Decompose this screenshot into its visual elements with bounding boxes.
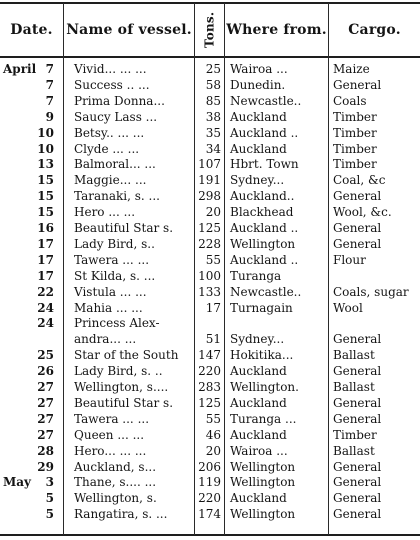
table-row — [0, 253, 420, 268]
date-day: 9 — [45, 109, 54, 124]
table-row — [0, 94, 420, 109]
table-row — [0, 507, 420, 522]
table-row — [0, 301, 420, 316]
origin-port: Auckland.. — [230, 189, 295, 204]
date-day: 24 — [37, 316, 54, 331]
origin-port: Wairoa ... — [230, 62, 288, 76]
vessel-name: Star of the South — [74, 348, 179, 363]
origin-port: Auckland — [230, 109, 287, 124]
cargo-type: Ballast — [333, 443, 375, 458]
cargo-type: General — [333, 507, 382, 522]
origin-port: Sydney... — [230, 332, 285, 347]
origin-port: Wellington — [230, 475, 296, 490]
tonnage: 119 — [198, 475, 221, 490]
cargo-type: General — [333, 236, 382, 251]
tonnage: 174 — [198, 507, 221, 522]
tonnage: 55 — [205, 411, 221, 426]
cargo-type: Maize — [333, 62, 370, 76]
header-cargo: Cargo. — [348, 22, 401, 38]
origin-port: Auckland — [230, 364, 287, 379]
date-day: 10 — [37, 141, 54, 156]
tonnage: 85 — [205, 93, 221, 108]
vessel-name: Balmoral... ... — [74, 157, 156, 172]
date-month: April — [3, 62, 37, 76]
tonnage: 206 — [198, 459, 221, 474]
vessel-name: Beautiful Star s. — [74, 221, 174, 235]
cargo-type: Timber — [333, 109, 377, 124]
date-day: 17 — [37, 268, 54, 283]
date-day: 15 — [37, 173, 54, 188]
origin-port: Auckland — [230, 427, 287, 442]
cargo-type: Coals — [333, 93, 367, 108]
tonnage: 220 — [198, 491, 221, 506]
date-day: 27 — [37, 411, 54, 426]
table-row — [0, 205, 420, 220]
vessel-name: Mahia ... ... — [74, 300, 143, 315]
vessel-name: Hero... ... ... — [74, 443, 147, 458]
tonnage: 125 — [198, 221, 221, 235]
table-row — [0, 396, 420, 411]
tonnage: 55 — [205, 252, 221, 267]
cargo-type: Timber — [333, 157, 377, 172]
tonnage: 191 — [198, 173, 221, 188]
table-row — [0, 126, 420, 141]
origin-port: Wellington — [230, 459, 296, 474]
tonnage: 51 — [205, 332, 221, 347]
header-date: Date. — [10, 22, 53, 38]
tonnage: 20 — [205, 205, 221, 220]
origin-port: Newcastle.. — [230, 93, 302, 108]
origin-port: Turnagain — [230, 300, 293, 315]
table-row — [0, 285, 420, 300]
vessel-name: Hero ... ... — [74, 205, 136, 220]
date-month: May — [3, 475, 32, 490]
vessel-name: Taranaki, s. ... — [74, 189, 160, 204]
vessel-name: Lady Bird, s. .. — [74, 364, 163, 379]
origin-port: Newcastle.. — [230, 284, 302, 299]
tonnage: 107 — [198, 157, 221, 172]
cargo-type: General — [333, 475, 382, 490]
date-day: 7 — [45, 62, 54, 76]
vessel-name: Vivid... ... ... — [74, 62, 147, 76]
table-row — [0, 157, 420, 172]
date-day: 24 — [37, 300, 54, 315]
table-row — [0, 428, 420, 443]
table-row — [0, 332, 420, 347]
table-row — [0, 142, 420, 157]
date-day: 17 — [37, 252, 54, 267]
date-day: 26 — [37, 364, 54, 379]
date-day: 5 — [45, 507, 54, 522]
tonnage: 298 — [198, 189, 221, 204]
date-day: 25 — [37, 348, 54, 363]
tonnage: 283 — [198, 380, 221, 394]
vessel-name: Saucy Lass ... — [74, 109, 158, 124]
cargo-type: General — [333, 364, 382, 379]
vessel-name: Lady Bird, s.. — [74, 236, 155, 251]
vessel-name: Betsy.. ... ... — [74, 125, 145, 140]
vessel-name: Wellington, s.... — [74, 380, 169, 394]
table-row — [0, 237, 420, 252]
tonnage: 220 — [198, 364, 221, 379]
cargo-type: Coal, &c — [333, 173, 386, 188]
table-row — [0, 189, 420, 204]
tonnage: 125 — [198, 395, 221, 410]
cargo-type: Coals, sugar — [333, 284, 409, 299]
vessel-name: Beautiful Star s. — [74, 395, 174, 410]
vessel-name: St Kilda, s. ... — [74, 268, 156, 283]
origin-port: Blackhead — [230, 205, 294, 220]
vessel-name: Tawera ... ... — [74, 411, 150, 426]
cargo-type: General — [333, 491, 382, 506]
tonnage: 147 — [198, 348, 221, 363]
tonnage: 17 — [205, 300, 221, 315]
vessel-name: Prima Donna... — [74, 93, 165, 108]
vessel-name: Tawera ... ... — [74, 252, 150, 267]
table-row — [0, 460, 420, 475]
origin-port: Auckland — [230, 395, 287, 410]
origin-port: Turanga — [230, 268, 282, 283]
table-row — [0, 78, 420, 93]
origin-port: Wellington — [230, 507, 296, 522]
vessel-name: Auckland, s... — [74, 459, 157, 474]
cargo-type: Wool — [333, 300, 363, 315]
table-row — [0, 62, 420, 77]
tonnage: 35 — [205, 125, 221, 140]
date-day: 3 — [45, 475, 54, 490]
vessel-name: Rangatira, s. ... — [74, 507, 168, 522]
cargo-type: General — [333, 411, 382, 426]
vessel-name: Thane, s.... ... — [74, 475, 157, 490]
cargo-type: General — [333, 395, 382, 410]
origin-port: Wairoa ... — [230, 443, 288, 458]
date-day: 28 — [37, 443, 54, 458]
cargo-type: Timber — [333, 427, 377, 442]
date-day: 5 — [45, 491, 54, 506]
origin-port: Dunedin. — [230, 77, 286, 92]
vessel-name: andra... ... — [74, 332, 137, 347]
date-day: 27 — [37, 427, 54, 442]
header-from: Where from. — [226, 22, 327, 38]
cargo-type: General — [333, 332, 382, 347]
cargo-type: Timber — [333, 141, 377, 156]
tonnage: 34 — [205, 141, 221, 156]
tonnage: 46 — [205, 427, 221, 442]
origin-port: Hbrt. Town — [230, 157, 299, 172]
date-day: 7 — [45, 93, 54, 108]
date-day: 27 — [37, 395, 54, 410]
tonnage: 100 — [198, 268, 221, 283]
tonnage: 25 — [205, 62, 221, 76]
date-day: 22 — [37, 284, 54, 299]
table-row — [0, 316, 420, 331]
table-row — [0, 491, 420, 506]
date-day: 16 — [37, 221, 54, 235]
vessel-name: Success .. ... — [74, 77, 150, 92]
tonnage: 20 — [205, 443, 221, 458]
table-row — [0, 475, 420, 490]
date-day: 15 — [37, 189, 54, 204]
origin-port: Auckland — [230, 491, 287, 506]
origin-port: Sydney... — [230, 173, 285, 188]
table-row — [0, 173, 420, 188]
table-row — [0, 110, 420, 125]
cargo-type: Ballast — [333, 348, 375, 363]
cargo-type: General — [333, 459, 382, 474]
cargo-type: General — [333, 77, 382, 92]
header-tons: Tons. — [202, 11, 217, 49]
cargo-type: Wool, &c. — [333, 205, 392, 220]
tonnage: 38 — [205, 109, 221, 124]
vessel-name: Princess Alex- — [74, 316, 160, 331]
table-row — [0, 412, 420, 427]
tonnage: 58 — [205, 77, 221, 92]
date-day: 17 — [37, 236, 54, 251]
origin-port: Auckland .. — [230, 221, 299, 235]
cargo-type: Timber — [333, 125, 377, 140]
tonnage: 228 — [198, 236, 221, 251]
date-day: 10 — [37, 125, 54, 140]
origin-port: Auckland — [230, 141, 287, 156]
cargo-type: Ballast — [333, 380, 375, 394]
date-day: 13 — [37, 157, 54, 172]
origin-port: Hokitika... — [230, 348, 294, 363]
vessel-name: Maggie... ... — [74, 173, 147, 188]
date-day: 29 — [37, 459, 54, 474]
header-vessel: Name of vessel. — [66, 22, 192, 38]
origin-port: Wellington — [230, 236, 296, 251]
table-row — [0, 380, 420, 395]
date-day: 27 — [37, 380, 54, 394]
origin-port: Auckland .. — [230, 252, 299, 267]
date-day: 7 — [45, 77, 54, 92]
vessel-name: Clyde ... ... — [74, 141, 140, 156]
origin-port: Wellington. — [230, 380, 299, 394]
origin-port: Turanga ... — [230, 411, 297, 426]
vessel-name: Wellington, s. — [74, 491, 157, 506]
table-row — [0, 269, 420, 284]
cargo-type: Flour — [333, 252, 366, 267]
date-day: 15 — [37, 205, 54, 220]
table-row — [0, 364, 420, 379]
table-row — [0, 221, 420, 236]
vessel-name: Vistula ... ... — [74, 284, 147, 299]
cargo-type: General — [333, 189, 382, 204]
table-row — [0, 444, 420, 459]
tonnage: 133 — [198, 284, 221, 299]
origin-port: Auckland .. — [230, 125, 299, 140]
cargo-type: General — [333, 221, 382, 235]
vessel-name: Queen ... ... — [74, 427, 145, 442]
table-row — [0, 348, 420, 363]
